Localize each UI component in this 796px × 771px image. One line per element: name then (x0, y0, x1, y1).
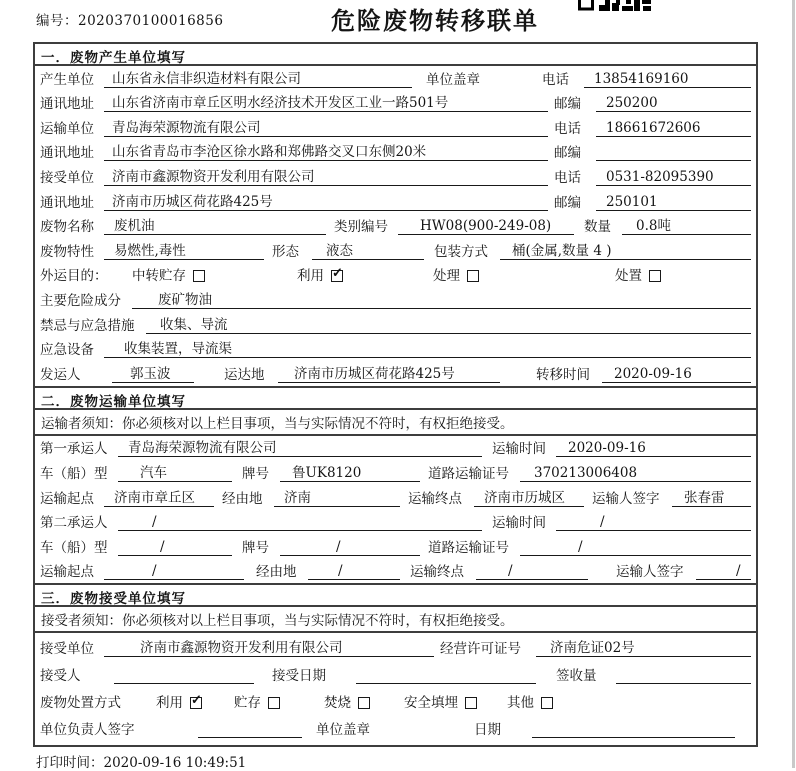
row-purpose (35, 263, 756, 288)
sign-amount-value (616, 683, 751, 684)
disposal-option-other (507, 691, 553, 711)
purpose-option-dispose (615, 264, 661, 284)
sign1-value: 张春雷 (672, 486, 751, 507)
section2-title: 二．废物运输单位填写 (35, 388, 756, 410)
checkbox-icon (331, 270, 343, 282)
print-time-value: 2020-09-16 10:49:51 (103, 755, 247, 771)
taboo-label: 禁忌与应急措施 (40, 317, 135, 334)
license-label: 经营许可证号 (440, 641, 521, 658)
accept-date-label: 接受日期 (272, 668, 326, 685)
head-sign-value (198, 737, 302, 738)
addr2-label: 通讯地址 (40, 145, 94, 162)
window-right-edge (792, 0, 795, 768)
purpose-label: 外运目的： (40, 268, 108, 285)
producer-value: 山东省永信非织造材料有限公司 (104, 67, 412, 88)
packaging-label: 包装方式 (434, 243, 488, 260)
row-waste-traits (35, 238, 756, 263)
traits-label: 废物特性 (40, 243, 94, 260)
carrier1-label: 第一承运人 (40, 441, 108, 458)
transfer-time-label: 转移时间 (536, 366, 590, 383)
accept-unit-label: 接受单位 (40, 641, 94, 658)
phone2-value: 18661672606 (596, 120, 751, 137)
accept-unit-value: 济南市鑫源物资开发利用有限公司 (104, 636, 434, 657)
hazard-value: 废矿物油 (132, 288, 751, 309)
disposal-option-incinerate (324, 691, 370, 711)
purpose-option-treat (433, 264, 479, 284)
date-value (532, 737, 735, 738)
row-producer-address (35, 91, 756, 116)
serial-value: 2020370100016856 (78, 13, 224, 29)
zip3-label: 邮编 (554, 194, 581, 211)
addr2-value: 山东省青岛市李沧区徐水路和郑佛路交叉口东侧20米 (104, 140, 548, 161)
print-time-line (36, 751, 246, 771)
form-value: 液态 (312, 239, 424, 260)
phone1-label: 电话 (542, 71, 569, 88)
addr3-value: 济南市历城区荷花路425号 (104, 190, 548, 211)
time1-label: 运输时间 (492, 441, 546, 458)
recipient-label: 接受人 (40, 668, 81, 685)
disposal-option-label: 安全填埋 (404, 695, 458, 712)
destination-label: 运达地 (224, 366, 265, 383)
row-head-sign (35, 714, 756, 741)
quantity-value: 0.8吨 (622, 214, 751, 235)
row-recipient (35, 660, 756, 687)
addr1-label: 通讯地址 (40, 96, 94, 113)
category-label: 类别编号 (334, 219, 388, 236)
section-receiver (35, 583, 756, 741)
permit1-label: 道路运输证号 (428, 465, 509, 482)
quantity-label: 数量 (584, 219, 611, 236)
disposal-option-store (234, 691, 280, 711)
accept-date-value (356, 683, 536, 684)
row-vehicle2 (35, 534, 756, 559)
purpose-option-label: 处理 (433, 268, 460, 285)
permit2-value: / (520, 539, 751, 556)
row-transporter-address (35, 140, 756, 165)
carrier2-label: 第二承运人 (40, 515, 108, 532)
permit1-value: 370213006408 (520, 465, 751, 482)
row-route1 (35, 485, 756, 510)
vehicle1-value: 汽车 (118, 461, 232, 482)
serial-label: 编号： (36, 13, 78, 29)
disposal-option-label: 贮存 (234, 695, 261, 712)
row-accept-unit (35, 633, 756, 660)
purpose-option-label: 中转贮存 (132, 268, 186, 285)
zip2-label: 邮编 (554, 145, 581, 162)
qr-code-fragment-icon (578, 0, 652, 11)
time1-value: 2020-09-16 (556, 440, 751, 457)
row-carrier1 (35, 436, 756, 461)
transfer-time-value: 2020-09-16 (602, 366, 751, 383)
origin1-label: 运输起点 (40, 490, 94, 507)
plate2-label: 牌号 (242, 539, 269, 556)
carrier2-value: / (118, 514, 482, 531)
equipment-label: 应急设备 (40, 342, 94, 359)
disposal-label: 废物处置方式 (40, 695, 121, 712)
phone1-value: 13854169160 (584, 71, 751, 88)
print-time-label: 打印时间： (36, 755, 104, 771)
via1-value: 济南 (274, 486, 400, 507)
row-vehicle1 (35, 460, 756, 485)
section-producer (35, 44, 756, 386)
phone3-label: 电话 (554, 169, 581, 186)
phone3-value: 0531-82095390 (596, 169, 751, 186)
dest2-value: / (476, 563, 588, 580)
transporter-notice: 运输者须知：你必须核对以上栏目事项，当与实际情况不符时，有权拒绝接受。 (35, 410, 756, 436)
disposal-option-label: 利用 (156, 695, 183, 712)
via2-value: / (308, 563, 400, 580)
equipment-value: 收集装置，导流渠 (104, 337, 751, 358)
plate1-value: 鲁UK8120 (280, 461, 420, 482)
receiver-value: 济南市鑫源物资开发利用有限公司 (104, 165, 548, 186)
row-route2 (35, 559, 756, 584)
row-producer (35, 66, 756, 91)
row-receiver (35, 164, 756, 189)
date-label: 日期 (474, 722, 501, 739)
waste-name-label: 废物名称 (40, 219, 94, 236)
receiver-label: 接受单位 (40, 169, 94, 186)
origin2-label: 运输起点 (40, 564, 94, 581)
section-transporter (35, 386, 756, 584)
disposal-option-utilize (156, 691, 202, 711)
head-sign-label: 单位负责人签字 (40, 722, 135, 739)
transporter-label: 运输单位 (40, 120, 94, 137)
disposal-option-label: 焚烧 (324, 695, 351, 712)
checkbox-icon (268, 697, 280, 709)
time2-value: / (556, 514, 751, 531)
packaging-value: 桶(金属,数量 4 ) (500, 239, 751, 260)
section1-title: 一．废物产生单位填写 (35, 44, 756, 66)
row-equipment (35, 337, 756, 362)
carrier1-value: 青岛海荣源物流有限公司 (118, 436, 482, 457)
receiver-notice: 接受者须知：你必须核对以上栏目事项，当与实际情况不符时，有权拒绝接受。 (35, 607, 756, 633)
recipient-value (114, 683, 254, 684)
row-disposal (35, 687, 756, 714)
zip2-value (596, 160, 751, 161)
checkbox-icon (649, 270, 661, 282)
time2-label: 运输时间 (492, 515, 546, 532)
plate2-value: / (280, 539, 420, 556)
purpose-option-transfer-storage (132, 264, 205, 284)
row-hazard (35, 287, 756, 312)
phone2-label: 电话 (554, 120, 581, 137)
disposal-option-label: 其他 (507, 695, 534, 712)
taboo-value: 收集、导流 (146, 313, 751, 334)
shipper-value: 郭玉波 (112, 362, 194, 383)
vehicle2-value: / (118, 539, 232, 556)
disposal-option-landfill (404, 691, 477, 711)
form-label: 形态 (272, 243, 299, 260)
checkbox-icon (193, 270, 205, 282)
zip1-value: 250200 (596, 95, 751, 112)
plate1-label: 牌号 (242, 465, 269, 482)
section3-title: 三．废物接受单位填写 (35, 585, 756, 607)
sign1-label: 运输人签字 (592, 490, 660, 507)
checkbox-icon (358, 697, 370, 709)
waste-name-value: 废机油 (104, 214, 326, 235)
row-carrier2 (35, 510, 756, 535)
addr1-value: 山东省济南市章丘区明水经济技术开发区工业一路501号 (104, 91, 548, 112)
vehicle2-label: 车（船）型 (40, 539, 108, 556)
shipper-label: 发运人 (40, 366, 81, 383)
traits-value: 易燃性,毒性 (104, 239, 264, 260)
sign-amount-label: 签收量 (556, 668, 597, 685)
vehicle1-label: 车（船）型 (40, 465, 108, 482)
transfer-manifest-form (33, 42, 758, 747)
unit-seal2-label: 单位盖章 (316, 722, 370, 739)
row-waste-name (35, 214, 756, 239)
dest1-value: 济南市历城区 (474, 486, 584, 507)
row-receiver-address (35, 189, 756, 214)
zip3-value: 250101 (596, 194, 751, 211)
transporter-value: 青岛海荣源物流有限公司 (104, 116, 548, 137)
permit2-label: 道路运输证号 (428, 539, 509, 556)
purpose-option-label: 处置 (615, 268, 642, 285)
sign2-label: 运输人签字 (616, 564, 684, 581)
purpose-option-utilize (297, 264, 343, 284)
origin2-value: / (104, 563, 244, 580)
addr3-label: 通讯地址 (40, 194, 94, 211)
checkbox-icon (465, 697, 477, 709)
via2-label: 经由地 (256, 564, 297, 581)
producer-label: 产生单位 (40, 71, 94, 88)
row-taboo (35, 312, 756, 337)
category-value: HW08(900-249-08) (398, 218, 574, 235)
destination-value: 济南市历城区荷花路425号 (278, 362, 500, 383)
row-transporter (35, 115, 756, 140)
page-title: 危险废物转移联单 (331, 6, 539, 35)
checkbox-icon (541, 697, 553, 709)
origin1-value: 济南市章丘区 (104, 486, 214, 507)
checkbox-icon (467, 270, 479, 282)
serial-number-line (36, 9, 223, 29)
checkbox-icon (190, 697, 202, 709)
hazard-label: 主要危险成分 (40, 292, 121, 309)
dest1-label: 运输终点 (408, 490, 462, 507)
unit-seal-label: 单位盖章 (426, 71, 480, 88)
license-value: 济南危证02号 (536, 636, 751, 657)
zip1-label: 邮编 (554, 96, 581, 113)
purpose-option-label: 利用 (297, 268, 324, 285)
via1-label: 经由地 (222, 490, 263, 507)
sign2-value: / (696, 563, 751, 580)
dest2-label: 运输终点 (410, 564, 464, 581)
row-shipper (35, 361, 756, 386)
